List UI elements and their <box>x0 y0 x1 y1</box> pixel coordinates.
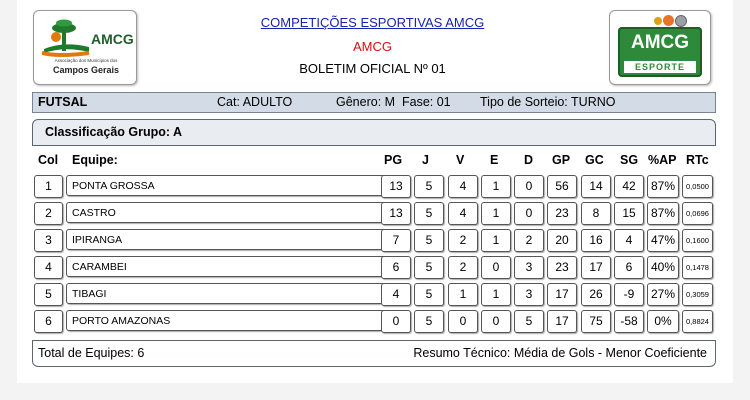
team-cell: TIBAGI <box>66 283 410 304</box>
goal-diff-cell: 6 <box>614 256 644 279</box>
percent-cell: 47% <box>647 229 679 252</box>
col-header-ap: %AP <box>648 153 677 167</box>
group-title: Classificação Grupo: A <box>45 125 183 139</box>
coefficient-cell: 0,0696 <box>682 202 713 225</box>
col-header-v: V <box>456 153 465 167</box>
draws-cell: 1 <box>481 283 511 306</box>
draws-cell: 1 <box>481 175 511 198</box>
goals-against-cell: 26 <box>581 283 611 306</box>
goals-for-cell: 20 <box>547 229 577 252</box>
goal-diff-cell: 4 <box>614 229 644 252</box>
losses-cell: 3 <box>514 256 544 279</box>
percent-cell: 87% <box>647 202 679 225</box>
draws-cell: 1 <box>481 202 511 225</box>
points-cell: 6 <box>381 256 411 279</box>
goals-against-cell: 14 <box>581 175 611 198</box>
esporte-badge <box>618 27 702 77</box>
percent-cell: 0% <box>647 310 679 333</box>
losses-cell: 0 <box>514 175 544 198</box>
col-header-rtc: RTc <box>686 153 709 167</box>
total-teams: Total de Equipes: 6 <box>38 346 145 360</box>
esporte-brand-text: AMCG <box>630 32 690 53</box>
wins-cell: 2 <box>448 229 478 252</box>
games-cell: 5 <box>414 283 444 306</box>
points-cell: 7 <box>381 229 411 252</box>
losses-cell: 0 <box>514 202 544 225</box>
logo-caption-large: Campos Gerais <box>52 65 120 75</box>
phase-label: Fase: 01 <box>402 95 451 109</box>
losses-cell: 5 <box>514 310 544 333</box>
col-header-gc: GC <box>585 153 604 167</box>
sport-balls-icon <box>654 15 690 27</box>
esporte-subtitle: ESPORTE <box>624 61 696 73</box>
losses-cell: 3 <box>514 283 544 306</box>
coefficient-cell: 0,3059 <box>682 283 713 306</box>
goals-for-cell: 17 <box>547 283 577 306</box>
table-row <box>32 256 714 281</box>
games-cell: 5 <box>414 175 444 198</box>
points-cell: 4 <box>381 283 411 306</box>
losses-cell: 2 <box>514 229 544 252</box>
logo-brand-text: AMCG <box>91 31 134 47</box>
draws-cell: 0 <box>481 256 511 279</box>
position-cell: 2 <box>34 202 63 225</box>
amcg-association-logo <box>33 10 137 85</box>
goals-against-cell: 17 <box>581 256 611 279</box>
coefficient-cell: 0,1600 <box>682 229 713 252</box>
goals-against-cell: 75 <box>581 310 611 333</box>
coefficient-cell: 0,1478 <box>682 256 713 279</box>
games-cell: 5 <box>414 202 444 225</box>
goals-for-cell: 23 <box>547 256 577 279</box>
position-cell: 5 <box>34 283 63 306</box>
goals-against-cell: 8 <box>581 202 611 225</box>
wins-cell: 1 <box>448 283 478 306</box>
goals-against-cell: 16 <box>581 229 611 252</box>
wins-cell: 2 <box>448 256 478 279</box>
gender-label: Gênero: M <box>336 95 396 109</box>
points-cell: 13 <box>381 175 411 198</box>
team-cell: IPIRANGA <box>66 229 410 250</box>
org-name: AMCG <box>353 39 392 54</box>
position-cell: 4 <box>34 256 63 279</box>
col-header-e: E <box>490 153 499 167</box>
percent-cell: 87% <box>647 175 679 198</box>
col-header-team: Equipe: <box>72 153 118 167</box>
team-cell: CARAMBEI <box>66 256 410 277</box>
position-cell: 1 <box>34 175 63 198</box>
table-row <box>32 283 714 308</box>
col-header-col: Col <box>38 153 59 167</box>
percent-cell: 27% <box>647 283 679 306</box>
wins-cell: 4 <box>448 175 478 198</box>
team-cell: CASTRO <box>66 202 410 223</box>
amcg-esporte-logo <box>609 10 711 85</box>
position-cell: 6 <box>34 310 63 333</box>
logo-caption-small: Associação dos Municípios dos <box>54 58 118 63</box>
standings-footer <box>32 340 716 367</box>
col-header-j: J <box>422 153 429 167</box>
bulletin-title: BOLETIM OFICIAL Nº 01 <box>299 61 446 76</box>
coefficient-cell: 0,8824 <box>682 310 713 333</box>
goal-diff-cell: 15 <box>614 202 644 225</box>
table-row <box>32 310 714 335</box>
wins-cell: 4 <box>448 202 478 225</box>
goals-for-cell: 56 <box>547 175 577 198</box>
category-label: Cat: ADULTO <box>217 95 293 109</box>
col-header-sg: SG <box>620 153 639 167</box>
position-cell: 3 <box>34 229 63 252</box>
percent-cell: 40% <box>647 256 679 279</box>
games-cell: 5 <box>414 310 444 333</box>
points-cell: 0 <box>381 310 411 333</box>
goal-diff-cell: -9 <box>614 283 644 306</box>
technical-summary: Resumo Técnico: Média de Gols - Menor Coeficiente <box>413 346 707 360</box>
competition-info-bar <box>32 92 716 113</box>
team-cell: PORTO AMAZONAS <box>66 310 410 331</box>
draws-cell: 1 <box>481 229 511 252</box>
group-title-bar <box>32 119 716 146</box>
goals-for-cell: 17 <box>547 310 577 333</box>
goal-diff-cell: -58 <box>614 310 644 333</box>
competitions-link[interactable]: COMPETIÇÕES ESPORTIVAS AMCG <box>260 15 485 30</box>
table-row <box>32 175 714 200</box>
col-header-gp: GP <box>552 153 571 167</box>
games-cell: 5 <box>414 256 444 279</box>
points-cell: 13 <box>381 202 411 225</box>
wins-cell: 0 <box>448 310 478 333</box>
team-cell: PONTA GROSSA <box>66 175 410 196</box>
draws-cell: 0 <box>481 310 511 333</box>
table-row <box>32 202 714 227</box>
draw-type-label: Tipo de Sorteio: TURNO <box>480 95 616 109</box>
sport-label: FUTSAL <box>38 95 88 109</box>
col-header-d: D <box>524 153 534 167</box>
table-row <box>32 229 714 254</box>
goals-for-cell: 23 <box>547 202 577 225</box>
goal-diff-cell: 42 <box>614 175 644 198</box>
col-header-pg: PG <box>384 153 403 167</box>
coefficient-cell: 0,0500 <box>682 175 713 198</box>
games-cell: 5 <box>414 229 444 252</box>
